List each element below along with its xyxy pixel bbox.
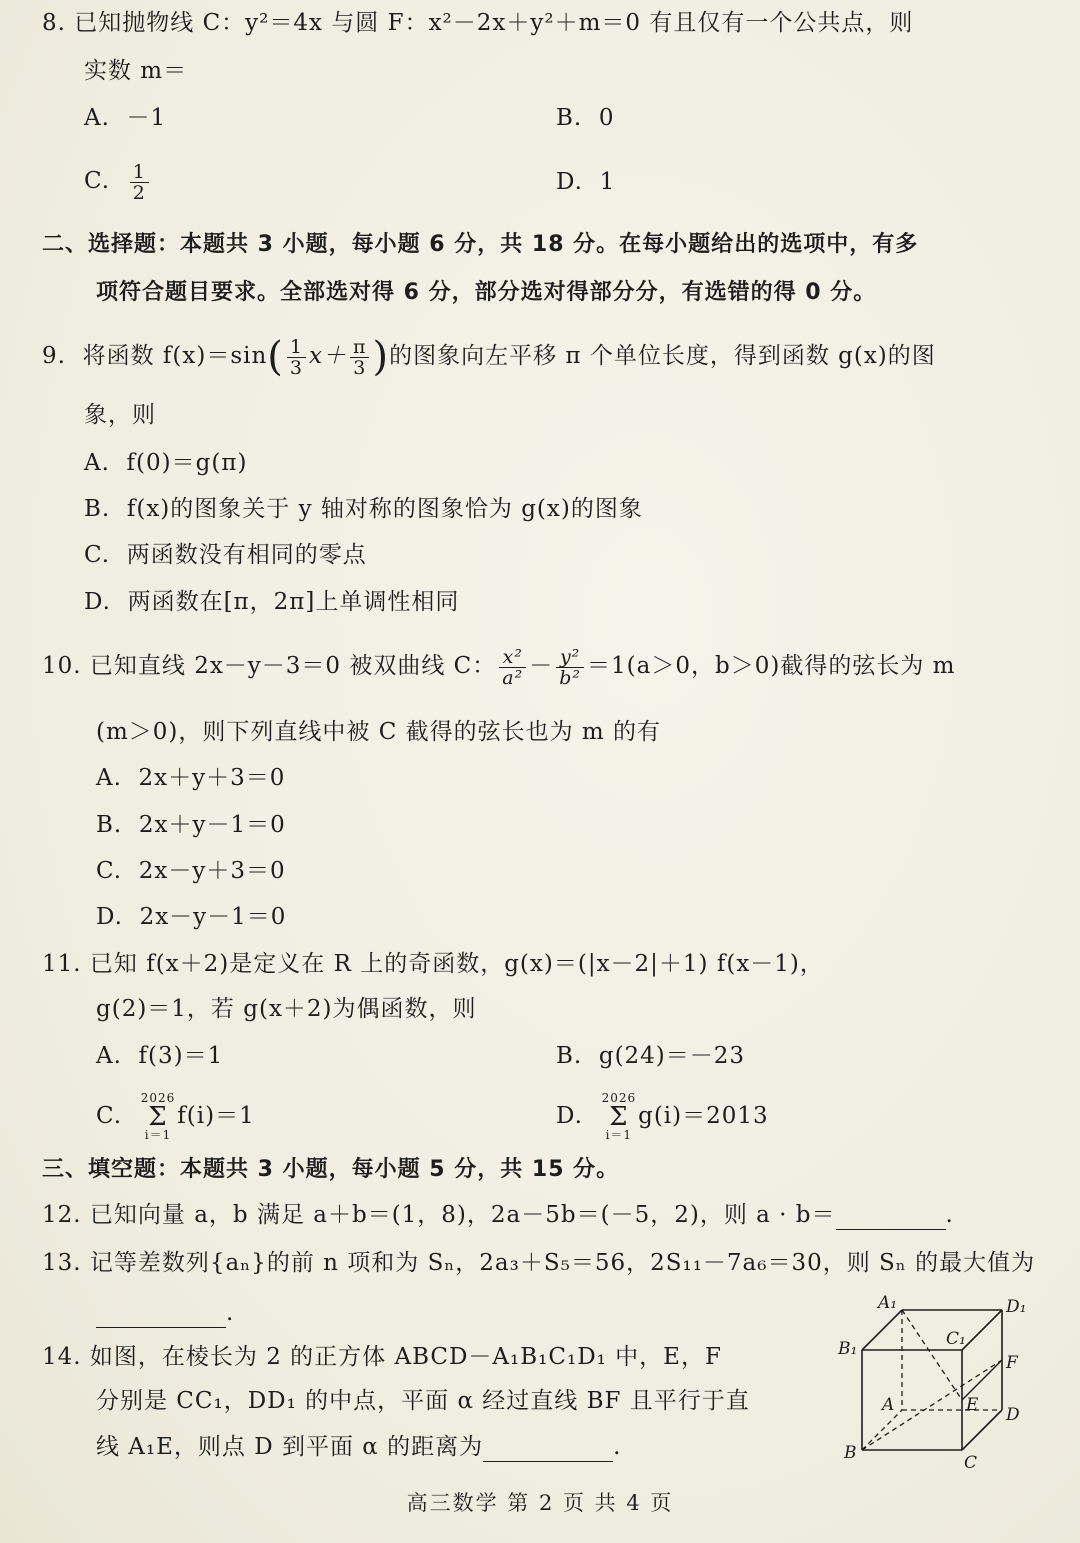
fraction: $\frac{1}{2}$ — [130, 162, 149, 203]
q10-stem-line2: (m＞0)，则下列直线中被 C 截得的弦长也为 m 的有 — [96, 719, 662, 745]
q11-stem-line2: g(2)＝1，若 g(x＋2)为偶函数，则 — [96, 996, 477, 1022]
section3-heading: 三、填空题：本题共 3 小题，每小题 5 分，共 15 分。 — [42, 1157, 620, 1182]
page-footer: 高三数学 第 2 页 共 4 页 — [406, 1491, 674, 1515]
q13-stem-line1: 13. 记等差数列{aₙ}的前 n 项和为 Sₙ，2a₃＋S₅＝56，2S₁₁－7a₆＝30，则 Sₙ 的最大值为 — [42, 1250, 1036, 1276]
answer-blank[interactable] — [96, 1303, 226, 1328]
label-c: C — [964, 1453, 978, 1473]
q14-stem-line3: 线 A₁E，则点 D 到平面 α 的距离为 . — [96, 1434, 622, 1460]
q11-option-d: D. 2026 Σ i＝1g(i)＝2013 — [556, 1091, 769, 1142]
label-d1: D₁ — [1006, 1297, 1027, 1317]
q9-stem-line1: 9. 将函数 f(x)＝sin( $\frac{1}{3}$ x＋ $\frac{\pi}{3}$ )的图象向左平移 π 个单位长度，得到函数 g(x)的图 — [42, 334, 936, 380]
label-d: D — [1006, 1405, 1020, 1425]
answer-blank[interactable] — [836, 1205, 946, 1230]
label-a1: A₁ — [878, 1293, 898, 1313]
q10-option-a: A. 2x＋y＋3＝0 — [96, 765, 286, 791]
q11-stem-line1: 11. 已知 f(x＋2)是定义在 R 上的奇函数，g(x)＝(|x－2|＋1) f(x－1)， — [42, 951, 824, 977]
q9-option-b: B. f(x)的图象关于 y 轴对称的图象恰为 g(x)的图象 — [84, 496, 643, 522]
q14-stem-line1: 14. 如图，在棱长为 2 的正方体 ABCD－A₁B₁C₁D₁ 中，E，F — [42, 1344, 722, 1370]
label-e: E — [966, 1395, 979, 1415]
q13-answer-line: . — [96, 1298, 234, 1328]
q8-option-d: D. 1 — [556, 169, 616, 195]
q8-stem-line2: 实数 m＝ — [84, 58, 188, 84]
summation: 2026 Σ i＝1 — [601, 1091, 637, 1142]
label-f: F — [1006, 1353, 1018, 1373]
q8-option-c: C. $\frac{1}{2}$ — [84, 153, 152, 209]
q8-stem-line1: 8. 已知抛物线 C：y²＝4x 与圆 F：x²－2x＋y²＋m＝0 有且仅有一个公共点，则 — [42, 10, 914, 36]
q10-stem-line1: 10. 已知直线 2x－y－3＝0 被双曲线 C： $\frac{\text{x²}}{\text{a²}}$ － $\frac{\text{y²}}{\text{b²}}$ ＝1(a＞0，b＞0)截得的弦长为 m — [42, 645, 956, 689]
cube-figure — [832, 1292, 1042, 1482]
q9-stem-line2: 象，则 — [84, 402, 156, 428]
answer-blank[interactable] — [483, 1437, 613, 1462]
q14-stem-line2: 分别是 CC₁，DD₁ 的中点，平面 α 经过直线 BF 且平行于直 — [96, 1388, 750, 1414]
label-b: B — [844, 1443, 857, 1463]
q10-option-d: D. 2x－y－1＝0 — [96, 904, 287, 930]
label-a: A — [882, 1395, 895, 1415]
q11-option-c: C. 2026 Σ i＝1f(i)＝1 — [96, 1091, 255, 1142]
q8-option-a: A. －1 — [84, 105, 167, 131]
q9-option-c: C. 两函数没有相同的零点 — [84, 542, 367, 568]
summation: 2026 Σ i＝1 — [140, 1091, 176, 1142]
q9-option-d: D. 两函数在[π，2π]上单调性相同 — [84, 589, 460, 615]
label-b1: B₁ — [838, 1339, 858, 1359]
q12-stem: 12. 已知向量 a，b 满足 a＋b＝(1，8)，2a－5b＝(－5，2)，则 a · b＝ . — [42, 1202, 954, 1228]
section2-heading-line1: 二、选择题：本题共 3 小题，每小题 6 分，共 18 分。在每小题给出的选项中，有多 — [42, 232, 919, 257]
section2-heading-line2: 项符合题目要求。全部选对得 6 分，部分选对得部分分，有选错的得 0 分。 — [96, 280, 877, 305]
q9-option-a: A. f(0)＝g(π) — [84, 450, 248, 476]
q10-option-b: B. 2x＋y－1＝0 — [96, 812, 286, 838]
q11-option-b: B. g(24)＝－23 — [556, 1043, 746, 1069]
q11-option-a: A. f(3)＝1 — [96, 1043, 224, 1069]
label-c1: C₁ — [946, 1329, 966, 1349]
q8-option-b: B. 0 — [556, 105, 615, 131]
q10-option-c: C. 2x－y＋3＝0 — [96, 858, 286, 884]
